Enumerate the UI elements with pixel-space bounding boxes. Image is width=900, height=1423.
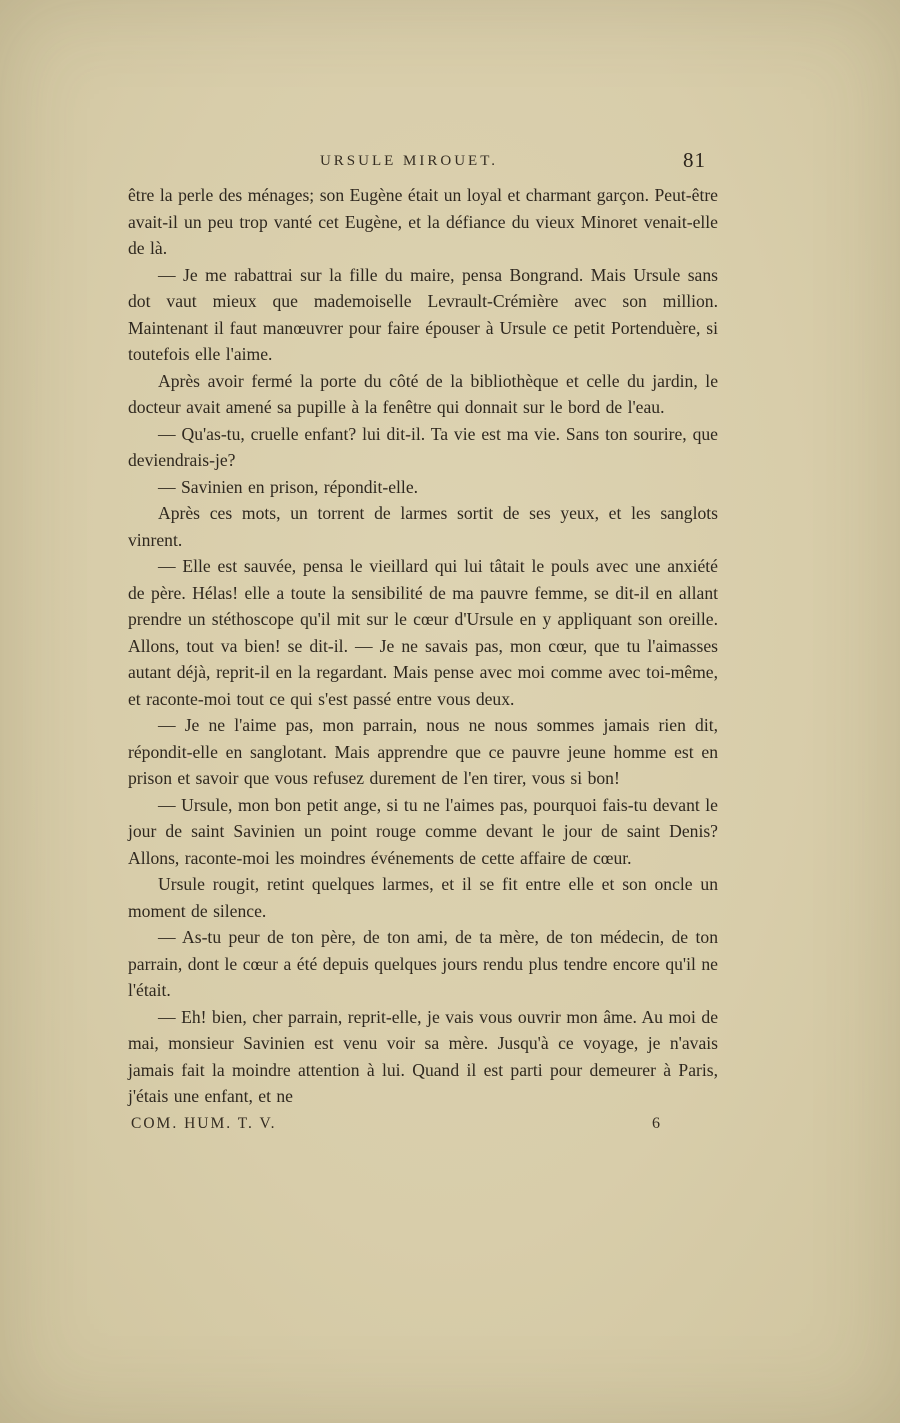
page-footer [128, 1115, 718, 1141]
paragraph: Après ces mots, un torrent de larmes sortit de ses yeux, et les sanglots vinrent. [128, 503, 718, 550]
paragraph: Ursule rougit, retint quelques larmes, et il se fit entre elle et son oncle un moment de silence. [128, 874, 718, 921]
page-number: 81 [683, 148, 706, 172]
paragraph: — Qu'as-tu, cruelle enfant? lui dit-il. Ta vie est ma vie. Sans ton sourire, que deviendrais-je? [128, 423, 718, 470]
gathering-number: 6 [652, 1114, 660, 1132]
paragraph: — Je me rabattrai sur la fille du maire, pensa Bongrand. Mais Ursule sans dot vaut mieux que mademoiselle Levrault-Crémière avec son million. Maintenant il faut manœuvrer pour faire épouser à Ursule ce petit Portenduère, si toutefois elle l'aime. [128, 264, 718, 364]
paragraph: — Elle est sauvée, pensa le vieillard qui lui tâtait le pouls avec une anxiété de père. Hélas! elle a toute la sensibilité de ma pauvre femme, se dit-il en allant prendre un stéthoscope qu'il mit sur le cœur d'Ursule en y appliquant son oreille. Allons, tout va bien! se dit-il. — Je ne savais pas, mon cœur, que tu l'aimasses autant déjà, reprit-il en la regardant. Mais pense avec moi comme avec toi-même, et raconte-moi tout ce qui s'est passé entre vous deux. [128, 556, 718, 709]
paragraph: — Je ne l'aime pas, mon parrain, nous ne nous sommes jamais rien dit, répondit-elle en sanglotant. Mais apprendre que ce pauvre jeune homme est en prison et savoir que vous refusez durement de l'en tirer, vous si bon! [128, 715, 718, 788]
paragraph: Après avoir fermé la porte du côté de la bibliothèque et celle du jardin, le docteur avait amené sa pupille à la fenêtre qui donnait sur le bord de l'eau. [128, 370, 718, 417]
body-text [128, 182, 718, 1110]
paragraph: — As-tu peur de ton père, de ton ami, de ta mère, de ton médecin, de ton parrain, dont le cœur a été depuis quelques jours rendu plus tendre encore qu'il ne l'était. [128, 927, 718, 1000]
running-title: URSULE MIROUET. [319, 153, 499, 169]
page-header [128, 148, 718, 182]
paragraph: — Savinien en prison, répondit-elle. [158, 476, 419, 497]
paragraph: être la perle des ménages; son Eugène était un loyal et charmant garçon. Peut-être avait-il un peu trop vanté cet Eugène, et la défiance du vieux Minoret venait-elle de là. [128, 185, 718, 258]
text-block [128, 148, 718, 1141]
signature-mark: COM. HUM. T. V. [131, 1114, 277, 1132]
paragraph: — Eh! bien, cher parrain, reprit-elle, je vais vous ouvrir mon âme. Au moi de mai, monsieur Savinien est venu voir sa mère. Jusqu'à ce voyage, je n'avais jamais fait la moindre attention à lui. Quand il est parti pour demeurer à Paris, j'étais une enfant, et ne [128, 1006, 718, 1106]
paragraph: — Ursule, mon bon petit ange, si tu ne l'aimes pas, pourquoi fais-tu devant le jour de saint Savinien un point rouge comme devant le jour de saint Denis? Allons, raconte-moi les moindres événements de cette affaire de cœur. [128, 794, 718, 868]
